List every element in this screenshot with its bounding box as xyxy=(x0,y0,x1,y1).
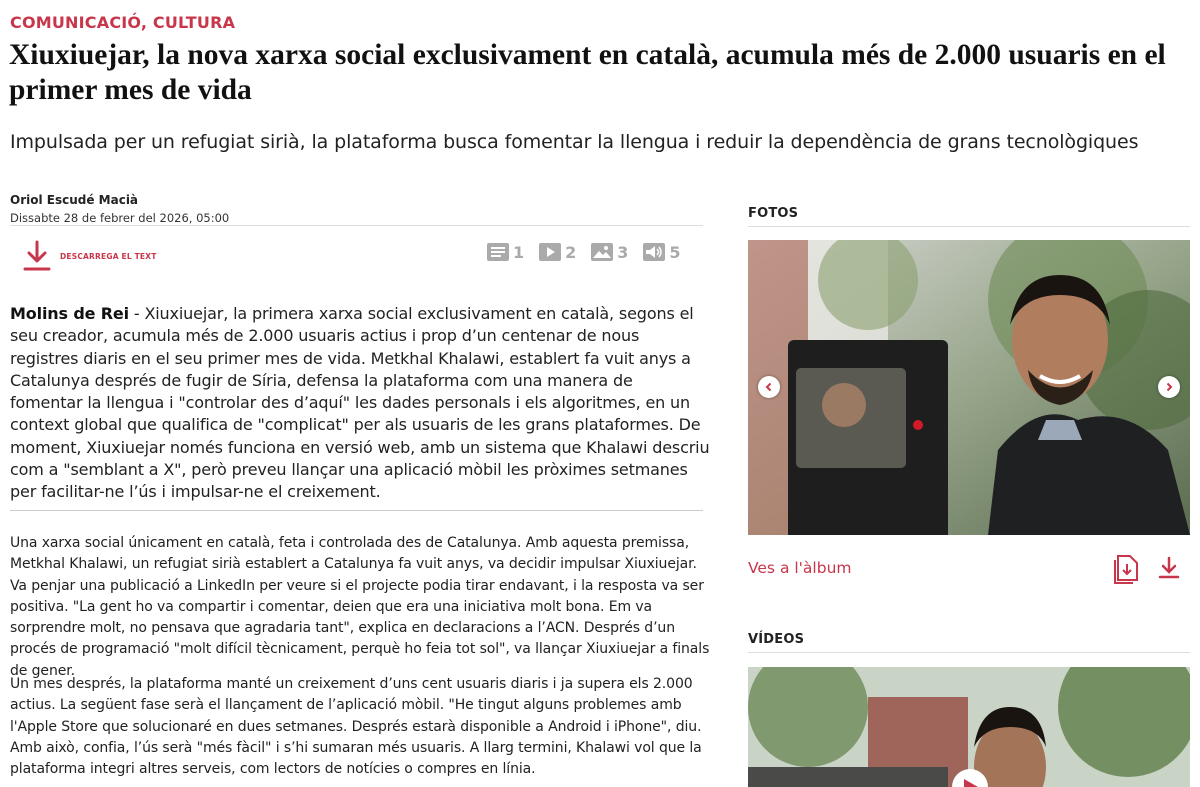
photo-illustration xyxy=(748,240,1190,535)
video-thumbnail[interactable] xyxy=(748,667,1190,787)
publish-date: Dissabte 28 de febrer del 2026, 05:00 xyxy=(10,211,230,225)
text-count[interactable] xyxy=(486,242,524,262)
audio-count[interactable] xyxy=(642,242,680,262)
divider xyxy=(10,510,703,511)
document-download-icon xyxy=(1114,552,1140,584)
article-title: Xiuxiuejar, la nova xarxa social exclusivament en català, acumula més de 2.000 usuaris en el primer mes de vida xyxy=(9,39,1166,106)
divider xyxy=(748,652,1190,653)
video-count-value: 2 xyxy=(565,242,577,262)
photos-heading: FOTOS xyxy=(748,206,799,221)
media-counts xyxy=(486,242,695,262)
text-icon xyxy=(486,242,510,262)
article-category[interactable]: COMUNICACIÓ, CULTURA xyxy=(10,13,236,32)
carousel-prev-button[interactable] xyxy=(758,376,780,398)
audio-count-value: 5 xyxy=(669,242,681,262)
chevron-right-icon xyxy=(1164,382,1174,392)
photo-carousel-image[interactable] xyxy=(748,240,1190,535)
album-link[interactable]: Ves a l'àlbum xyxy=(748,559,852,577)
divider xyxy=(10,225,703,226)
photo-icon xyxy=(590,242,614,262)
article-subtitle: Impulsada per un refugiat sirià, la plataforma busca fomentar la llengua i reduir la dependència de grans tecnològiques xyxy=(10,131,1139,153)
author-name[interactable]: Oriol Escudé Macià xyxy=(10,193,139,207)
video-icon xyxy=(538,242,562,262)
article-paragraph: Un mes després, la plataforma manté un creixement d’uns cent usuaris diaris i ja supera els 2.000 actius. La següent fase serà el llançament de l’aplicació mòbil. "He tingut alguns problemes amb l'Apple Store que solucionaré en dues setmanes. Després estarà disponible a Android i iPhone", diu. Amb això, confia, l’ús serà "més fàcil" i s’hi sumaran més usuaris. A llarg termini, Khalawi vol que la plataforma integri altres serveis, com lectors de notícies o compres en línia. xyxy=(10,676,702,778)
photo-count[interactable] xyxy=(590,242,628,262)
chevron-left-icon xyxy=(764,382,774,392)
article-lead xyxy=(10,303,710,504)
download-icon xyxy=(1158,556,1180,580)
download-icon xyxy=(22,240,52,272)
photo-count-value: 3 xyxy=(617,242,629,262)
download-album-button[interactable] xyxy=(1158,556,1180,584)
videos-heading: VÍDEOS xyxy=(748,632,805,647)
lead-location: Molins de Rei xyxy=(10,304,129,323)
video-count[interactable] xyxy=(538,242,576,262)
lead-text: - Xiuxiuejar, la primera xarxa social exclusivament en català, segons el seu creador, acumula més de 2.000 usuaris actius i prop d’un centenar de nous registres diaris en el seu primer mes de vida. Metkhal Khalawi, establert fa vuit anys a Catalunya després de fugir de Síria, defensa la plataforma com una manera de fomentar la llengua i "controlar des d’aquí" les dades personals i els algoritmes, en un context global que qualifica de "complicat" per als usuaris de les grans plataformes. De moment, Xiuxiuejar només funciona en versió web, amb un sistema que Khalawi descriu com a "semblant a X", però preveu llançar una aplicació mòbil les pròximes setmanes per facilitar-ne l’ús i impulsar-ne el creixement. xyxy=(10,304,710,502)
download-album-pdf-button[interactable] xyxy=(1114,552,1140,588)
divider xyxy=(748,226,1190,227)
article-paragraph: Una xarxa social únicament en català, feta i controlada des de Catalunya. Amb aquesta premissa, Metkhal Khalawi, un refugiat sirià establert a Catalunya fa vuit anys, va decidir impulsar Xiuxiuejar. Va penjar una publicació a LinkedIn per veure si el projecte podia tirar endavant, i la resposta va ser positiva. "La gent ho va compartir i comentar, deien que era una iniciativa molt bona. Em va sorprendre molt, no pensava que agradaria tant", explica en declaracions a l’ACN. Després d’un procés de programació "molt difícil tècnicament, perquè ho feia tot sol", va llançar Xiuxiuejar a finals de gener. xyxy=(10,535,710,679)
audio-icon xyxy=(642,242,666,262)
download-text-label: DESCARREGA EL TEXT xyxy=(60,251,157,261)
text-count-value: 1 xyxy=(513,242,525,262)
download-text-button[interactable] xyxy=(22,240,157,272)
video-illustration xyxy=(748,667,1190,787)
carousel-next-button[interactable] xyxy=(1158,376,1180,398)
